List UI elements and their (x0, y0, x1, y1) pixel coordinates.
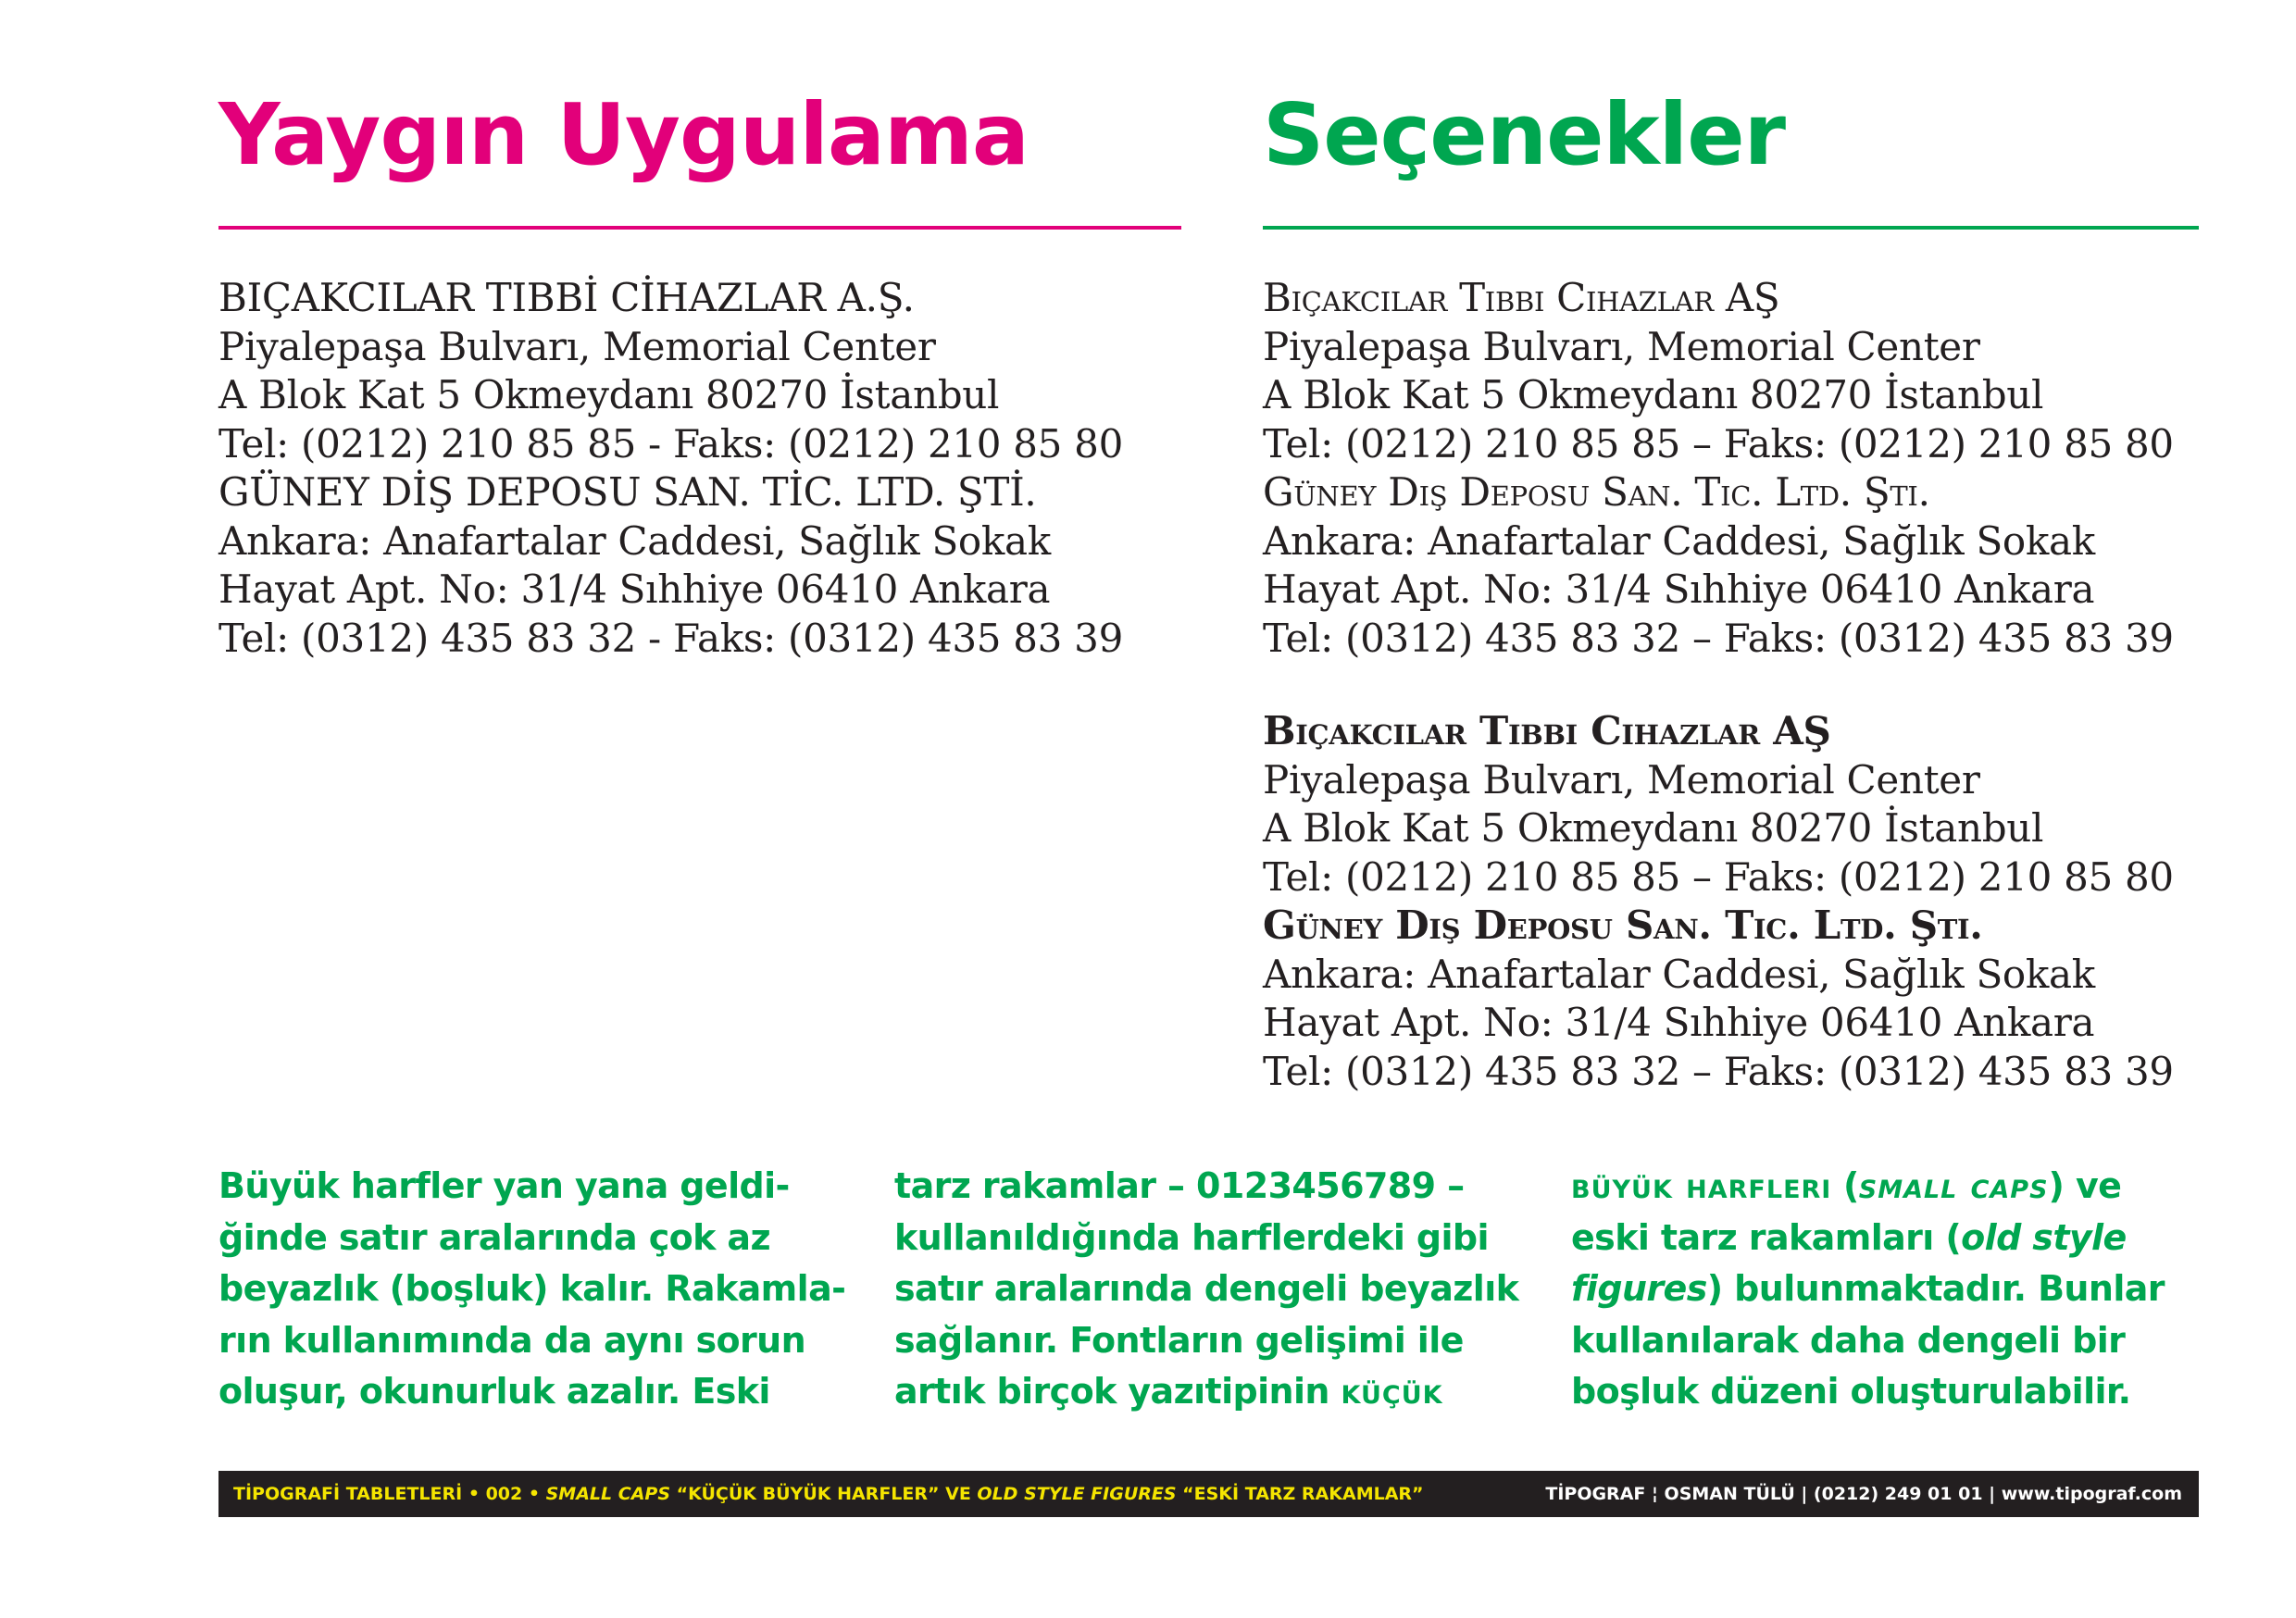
note-line: boşluk düzeni oluşturulabilir. (1571, 1371, 2131, 1412)
address-line: Piyalepaşa Bulvarı, Memorial Center (1263, 756, 1980, 803)
footer-italic: SMALL CAPS (545, 1484, 671, 1504)
note-line: ğinde satır aralarında çok az (218, 1216, 770, 1258)
address-line: Hayat Apt. No: 31/4 Sıhhiye 06410 Ankara (218, 566, 1051, 612)
heading-options: Seçenekler (1263, 85, 1785, 184)
company-line: BIÇAKCILAR TIBBİ CİHAZLAR A.Ş. (218, 275, 915, 320)
note-line: rın kullanımında da aynı sorun (218, 1319, 806, 1361)
note-italic: figures (1571, 1268, 1707, 1309)
address-line: A Blok Kat 5 Okmeydanı 80270 İstanbul (1263, 372, 2044, 417)
company-line: Güney Diş Deposu San. Tic. Ltd. Şti. (1263, 469, 1930, 515)
note-smallcaps: küçük (1341, 1371, 1443, 1412)
explanation-column-1 (218, 1161, 845, 1418)
phone-line: Tel: (0212) 210 85 85 – Faks: (0212) 210 85 80 (1263, 853, 2174, 900)
phone-line: Tel: (0312) 435 83 32 - Faks: (0312) 435 83 39 (218, 615, 1123, 661)
note-line (1571, 1213, 2165, 1264)
note-line (894, 1366, 1518, 1418)
note-line (1571, 1161, 2165, 1213)
phone-line: Tel: (0312) 435 83 32 – Faks: (0312) 435 83 39 (1263, 615, 2174, 661)
address-block-smallcaps (1263, 274, 2174, 663)
note-italic-smallcaps: small caps (1858, 1165, 2049, 1206)
address-line: Ankara: Anafartalar Caddesi, Sağlık Sokak (1263, 951, 2095, 997)
company-line: Bıçakcılar Tıbbi Cihazlar AŞ (1263, 708, 1831, 753)
footer-italic: OLD STYLE FIGURES (977, 1484, 1177, 1504)
address-line: Hayat Apt. No: 31/4 Sıhhiye 06410 Ankara (1263, 1000, 2095, 1045)
phone-line: Tel: (0312) 435 83 32 – Faks: (0312) 435 83 39 (1263, 1048, 2174, 1094)
note-italic: old style (1961, 1216, 2127, 1258)
note-text: ) ve (2048, 1165, 2122, 1206)
address-block-common (218, 274, 1123, 663)
note-line: satır aralarında dengeli beyazlık (894, 1268, 1519, 1309)
address-line: Piyalepaşa Bulvarı, Memorial Center (218, 323, 936, 369)
footer-bar (218, 1471, 2199, 1517)
green-rule (1263, 226, 2199, 230)
note-line: oluşur, okunurluk azalır. Eski (218, 1371, 770, 1412)
heading-common-practice: Yaygın Uygulama (218, 85, 1029, 184)
company-line: Bıçakcılar Tıbbi Cihazlar AŞ (1263, 275, 1780, 320)
note-line (1571, 1263, 2165, 1315)
note-line: beyazlık (boşluk) kalır. Rakamla- (218, 1268, 846, 1309)
explanation-column-2 (894, 1161, 1518, 1418)
note-line: tarz rakamlar – 0123456789 – (894, 1165, 1465, 1206)
footer-contact: TİPOGRAF ¦ OSMAN TÜLÜ | (0212) 249 01 01 | www.tipograf.com (1545, 1484, 2182, 1504)
phone-line: Tel: (0212) 210 85 85 – Faks: (0212) 210 85 80 (1263, 420, 2174, 467)
address-line: Ankara: Anafartalar Caddesi, Sağlık Sokak (218, 517, 1051, 564)
address-block-bold-smallcaps (1263, 707, 2174, 1096)
note-line: kullanılarak daha dengeli bir (1571, 1319, 2126, 1361)
address-line: A Blok Kat 5 Okmeydanı 80270 İstanbul (218, 372, 1000, 417)
note-smallcaps: büyük harfleri (1571, 1165, 1832, 1206)
footer-text: “KÜÇÜK BÜYÜK HARFLER” VE (670, 1484, 978, 1504)
phone-line: Tel: (0212) 210 85 85 - Faks: (0212) 210 85 80 (218, 420, 1123, 467)
footer-text: TİPOGRAFİ TABLETLERİ • 002 • (233, 1484, 546, 1504)
address-line: Ankara: Anafartalar Caddesi, Sağlık Sokak (1263, 517, 2095, 564)
company-line: GÜNEY DİŞ DEPOSU SAN. TİC. LTD. ŞTİ. (218, 469, 1037, 515)
address-line: Hayat Apt. No: 31/4 Sıhhiye 06410 Ankara (1263, 566, 2095, 612)
note-text: ) bulunmaktadır. Bunlar (1706, 1268, 2165, 1309)
company-line: Güney Diş Deposu San. Tic. Ltd. Şti. (1263, 902, 1983, 948)
note-line: Büyük harfler yan yana geldi- (218, 1165, 790, 1206)
footer-title (233, 1471, 1424, 1517)
note-text: ( (1831, 1165, 1859, 1206)
note-text: eski tarz rakamları ( (1571, 1216, 1962, 1258)
note-line: kullanıldığında harflerdeki gibi (894, 1216, 1489, 1258)
explanation-column-3 (1571, 1161, 2165, 1418)
magenta-rule (218, 226, 1181, 230)
address-line: Piyalepaşa Bulvarı, Memorial Center (1263, 323, 1980, 369)
address-line: A Blok Kat 5 Okmeydanı 80270 İstanbul (1263, 805, 2044, 851)
note-line: sağlanır. Fontların gelişimi ile (894, 1319, 1464, 1361)
footer-text: “ESKİ TARZ RAKAMLAR” (1176, 1484, 1424, 1504)
note-text: artık birçok yazıtipinin (894, 1371, 1341, 1412)
